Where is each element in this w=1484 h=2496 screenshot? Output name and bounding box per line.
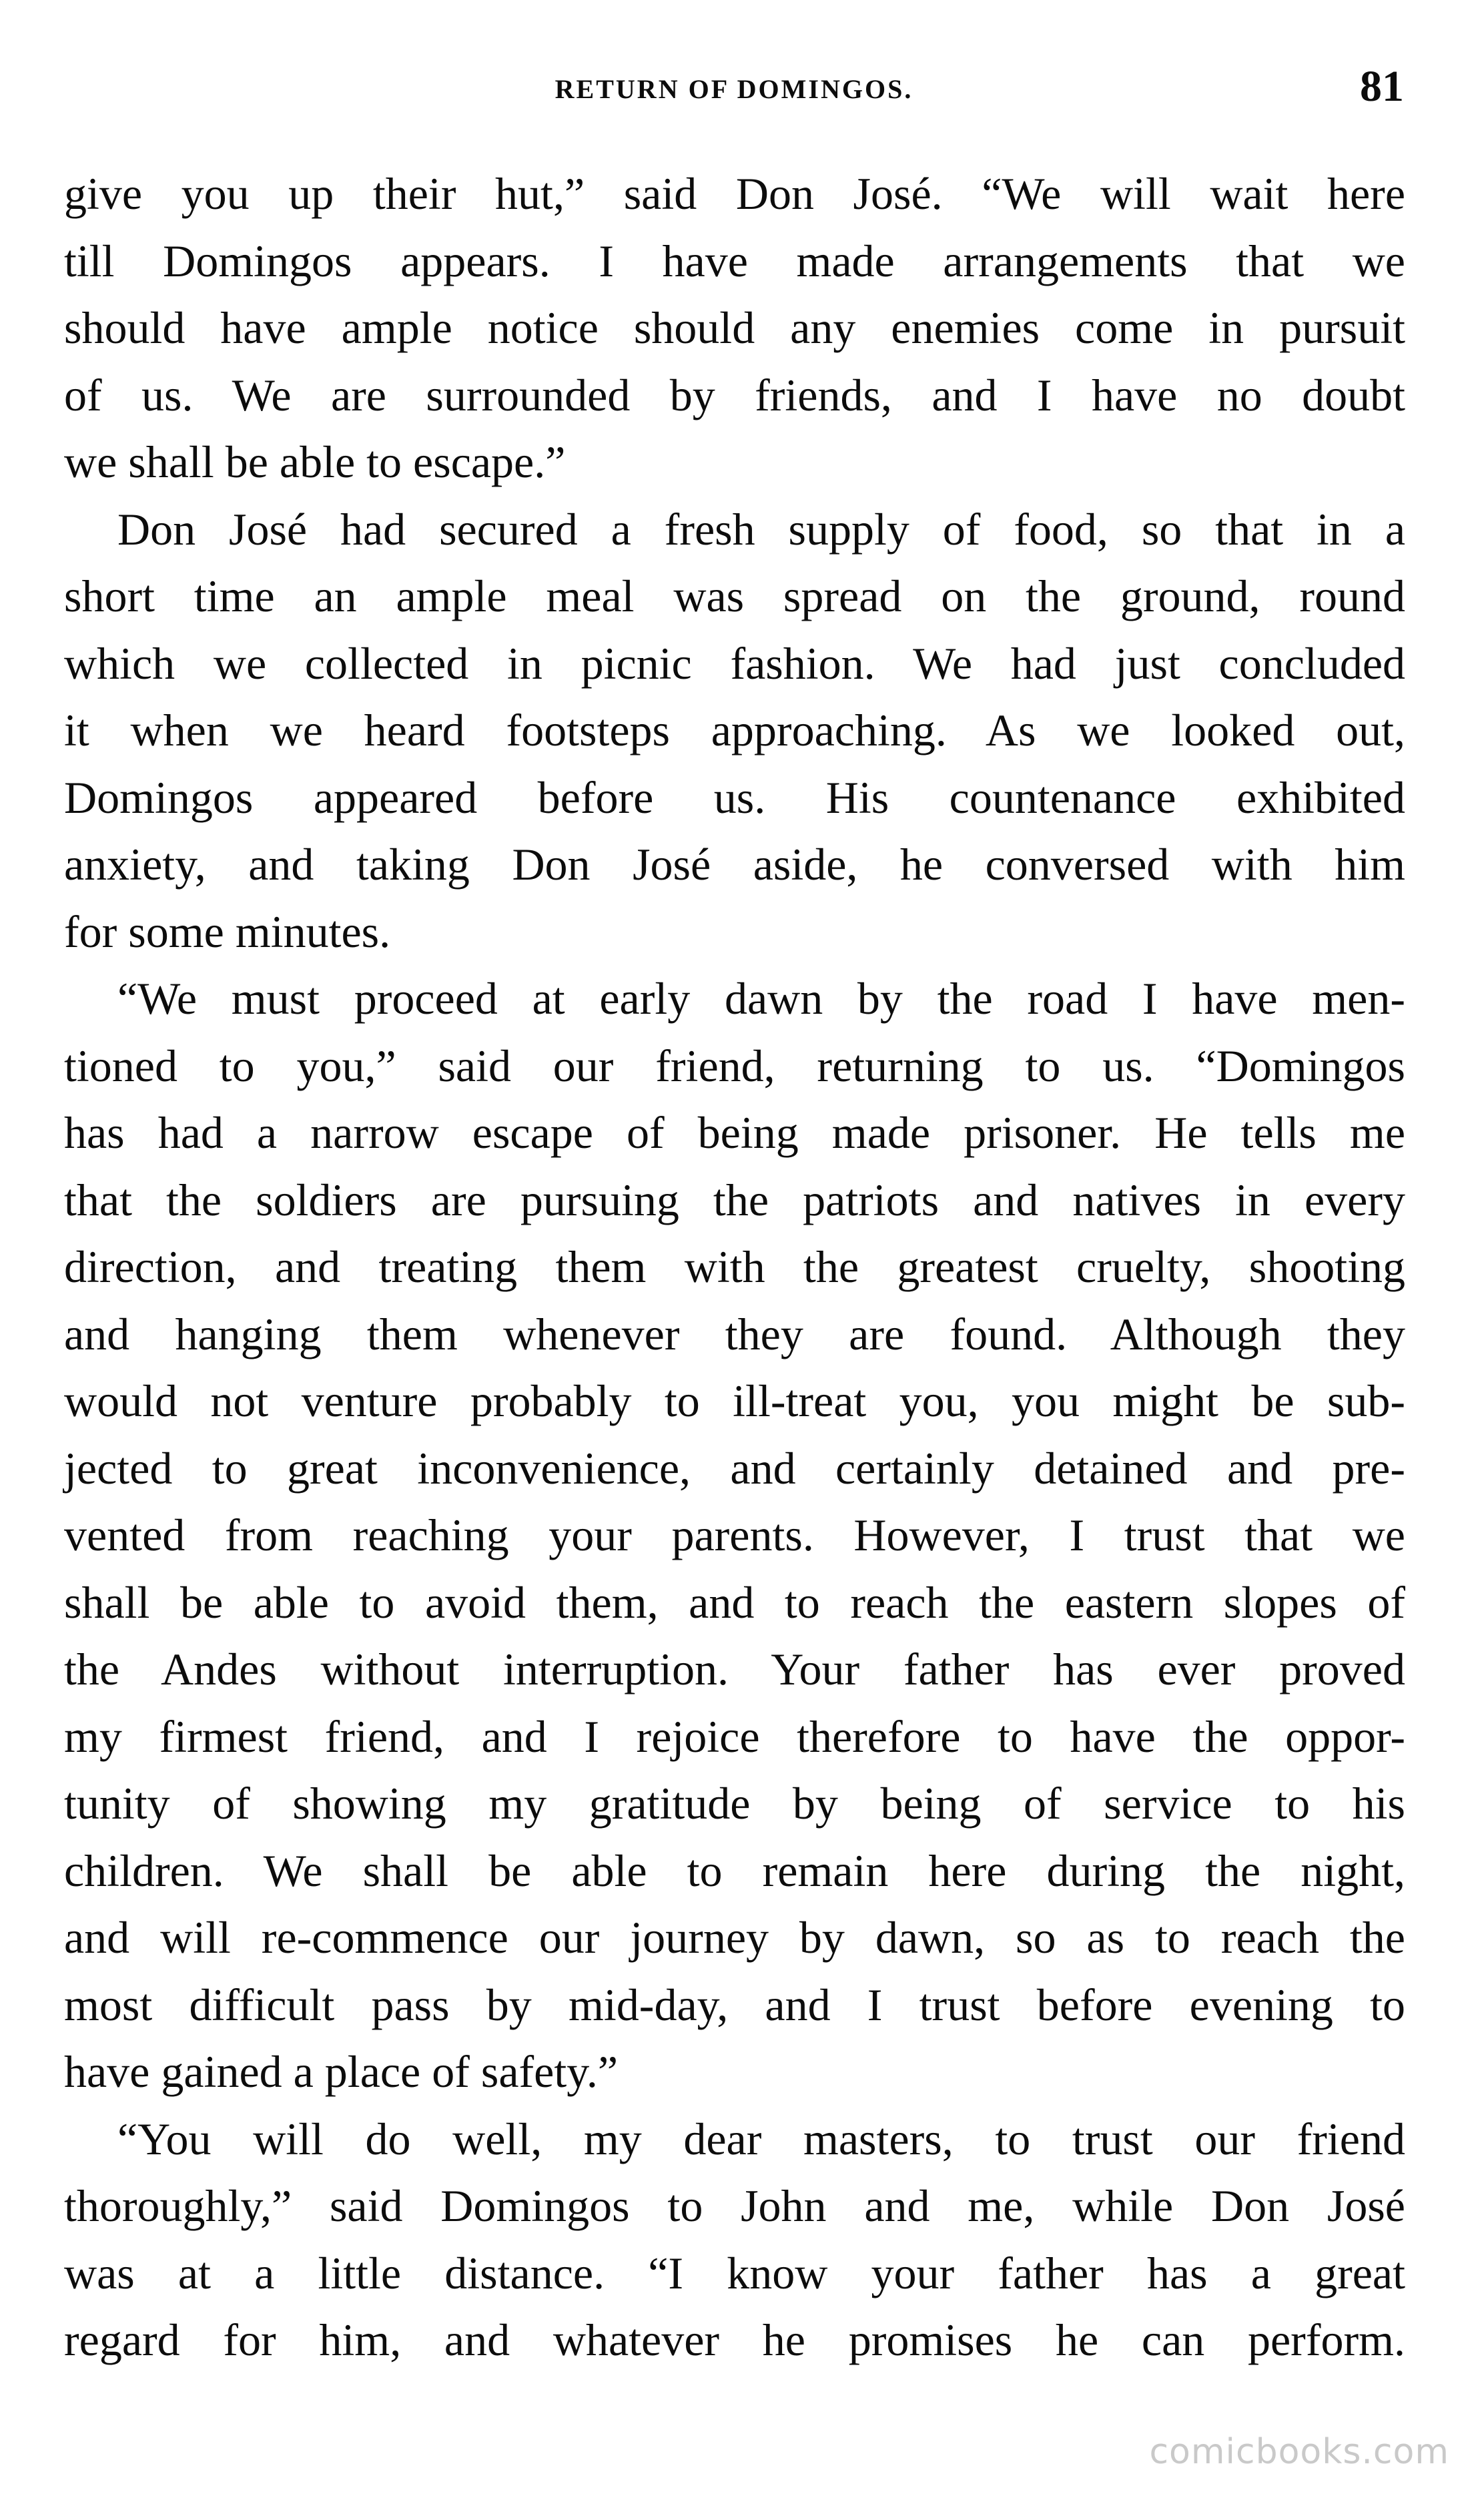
text-line: for some minutes. — [64, 906, 391, 957]
text-line: thoroughly,” said Domingos to John and me, while Don José — [64, 2180, 1405, 2231]
text-line: Don José had secured a fresh supply of food, so that in a — [117, 503, 1405, 555]
text-line: most difficult pass by mid-day, and I trust before evening to — [64, 1979, 1405, 2030]
watermark: comicbooks.com — [1149, 2432, 1449, 2472]
text-line: vented from reaching your parents. However, I trust that we — [64, 1510, 1405, 1560]
text-line: children. We shall be able to remain here during the night, — [64, 1845, 1405, 1896]
paragraph — [64, 965, 1405, 2106]
text-line: “We must proceed at early dawn by the road I have men- — [117, 973, 1405, 1024]
text-line: anxiety, and taking Don José aside, he conversed with him — [64, 839, 1405, 890]
text-line: which we collected in picnic fashion. We had just concluded — [64, 637, 1405, 689]
text-line: that the soldiers are pursuing the patriots and natives in every — [64, 1174, 1405, 1225]
text-line: has had a narrow escape of being made prisoner. He tells me — [64, 1107, 1405, 1158]
text-line: shall be able to avoid them, and to reach the eastern slopes of — [64, 1576, 1405, 1628]
paragraph — [64, 2106, 1405, 2374]
text-line: short time an ample meal was spread on the ground, round — [64, 571, 1405, 621]
running-head: RETURN OF DOMINGOS. — [554, 74, 913, 104]
text-line: tioned to you,” said our friend, returning to us. “Domingos — [64, 1040, 1405, 1091]
text-line: jected to great inconvenience, and certainly detained and pre- — [64, 1442, 1405, 1494]
text-line: and hanging them whenever they are found. Although they — [64, 1308, 1405, 1359]
text-line: give you up their hut,” said Don José. “We will wait here — [64, 168, 1405, 219]
text-line: should have ample notice should any enemies come in pursuit — [64, 302, 1405, 353]
text-line: we shall be able to escape.” — [64, 436, 566, 487]
text-line: of us. We are surrounded by friends, and I have no doubt — [64, 369, 1405, 420]
text-line: it when we heard footsteps approaching. As we looked out, — [64, 705, 1405, 755]
text-line: was at a little distance. “I know your father has a great — [64, 2247, 1405, 2298]
text-line: tunity of showing my gratitude by being of service to his — [64, 1778, 1405, 1829]
text-line: “You will do well, my dear masters, to trust our friend — [117, 2113, 1405, 2164]
paragraph — [64, 160, 1405, 496]
text-line: and will re-commence our journey by dawn, so as to reach the — [64, 1912, 1405, 1963]
text-line: direction, and treating them with the greatest cruelty, shooting — [64, 1241, 1405, 1292]
text-line: have gained a place of safety.” — [64, 2046, 619, 2097]
text-line: Domingos appeared before us. His countenance exhibited — [64, 771, 1405, 823]
text-line: my firmest friend, and I rejoice therefore to have the oppor- — [64, 1710, 1405, 1762]
page-number: 81 — [1360, 62, 1404, 111]
text-line: would not venture probably to ill-treat you, you might be sub- — [64, 1375, 1405, 1426]
body-text — [64, 160, 1405, 2374]
page-header — [64, 61, 1404, 121]
text-line: till Domingos appears. I have made arrangements that we — [64, 235, 1405, 286]
paragraph — [64, 496, 1405, 966]
text-line: the Andes without interruption. Your father has ever proved — [64, 1644, 1405, 1694]
text-line: regard for him, and whatever he promises he can perform. — [64, 2314, 1405, 2365]
